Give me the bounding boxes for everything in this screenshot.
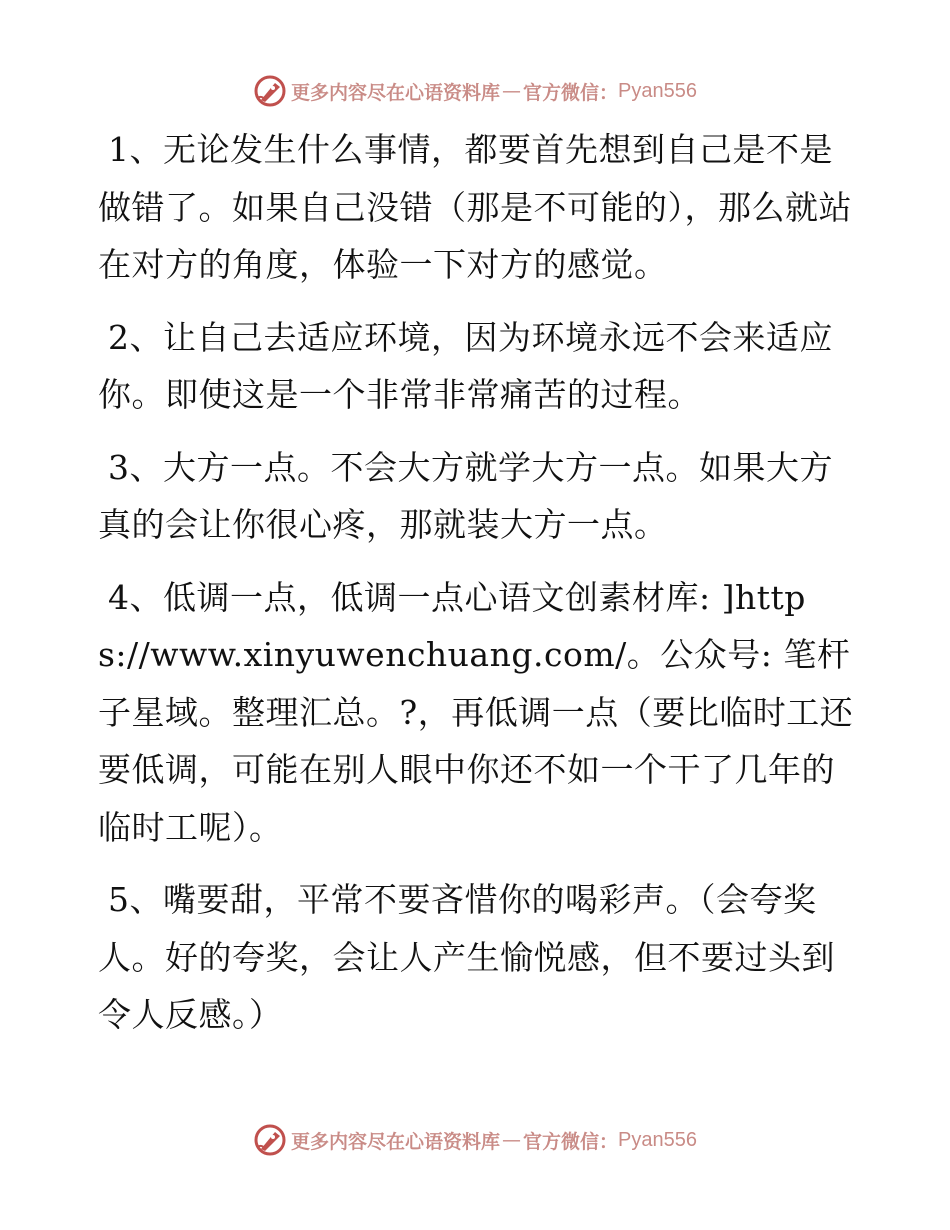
banner-wechat-id: Pyan556 (618, 1128, 697, 1151)
header-watermark (0, 71, 950, 111)
paragraph-4: 4、低调一点，低调一点心语文创素材库: ]https://www.xinyuwenchuang.com/。公众号: 笔杆子星域。整理汇总。?，再低调一点（要比临时工还要低调，可能在别人眼中你还不如一个干了几年的临时工呢）。 (98, 577, 854, 847)
pen-nib-logo-icon (253, 1123, 287, 1157)
banner-separator: — (502, 80, 522, 102)
banner-wechat-label: 官方微信： (523, 1130, 619, 1153)
paragraph-1: 1、无论发生什么事情，都要首先想到自己是不是做错了。如果自己没错（那是不可能的），那么就站在对方的角度，体验一下对方的感觉。 (98, 130, 852, 284)
banner-title: 更多内容尽在心语资料库 (291, 81, 501, 104)
banner-title: 更多内容尽在心语资料库 (291, 1130, 501, 1153)
banner-separator: — (502, 1129, 522, 1151)
footer-watermark (0, 1120, 950, 1160)
paragraph-2: 2、让自己去适应环境，因为环境永远不会来适应你。即使这是一个非常非常痛苦的过程。 (98, 317, 833, 414)
pen-nib-logo-icon (253, 74, 287, 108)
banner-wechat-id: Pyan556 (618, 79, 697, 102)
paragraph-3: 3、大方一点。不会大方就学大方一点。如果大方真的会让你很心疼，那就装大方一点。 (98, 447, 833, 544)
document-body (98, 121, 858, 1059)
banner-wechat-label: 官方微信： (523, 81, 619, 104)
paragraph-5: 5、嘴要甜，平常不要吝惜你的喝彩声。（会夸奖人。好的夸奖，会让人产生愉悦感，但不要过头到令人反感。） (98, 880, 835, 1034)
